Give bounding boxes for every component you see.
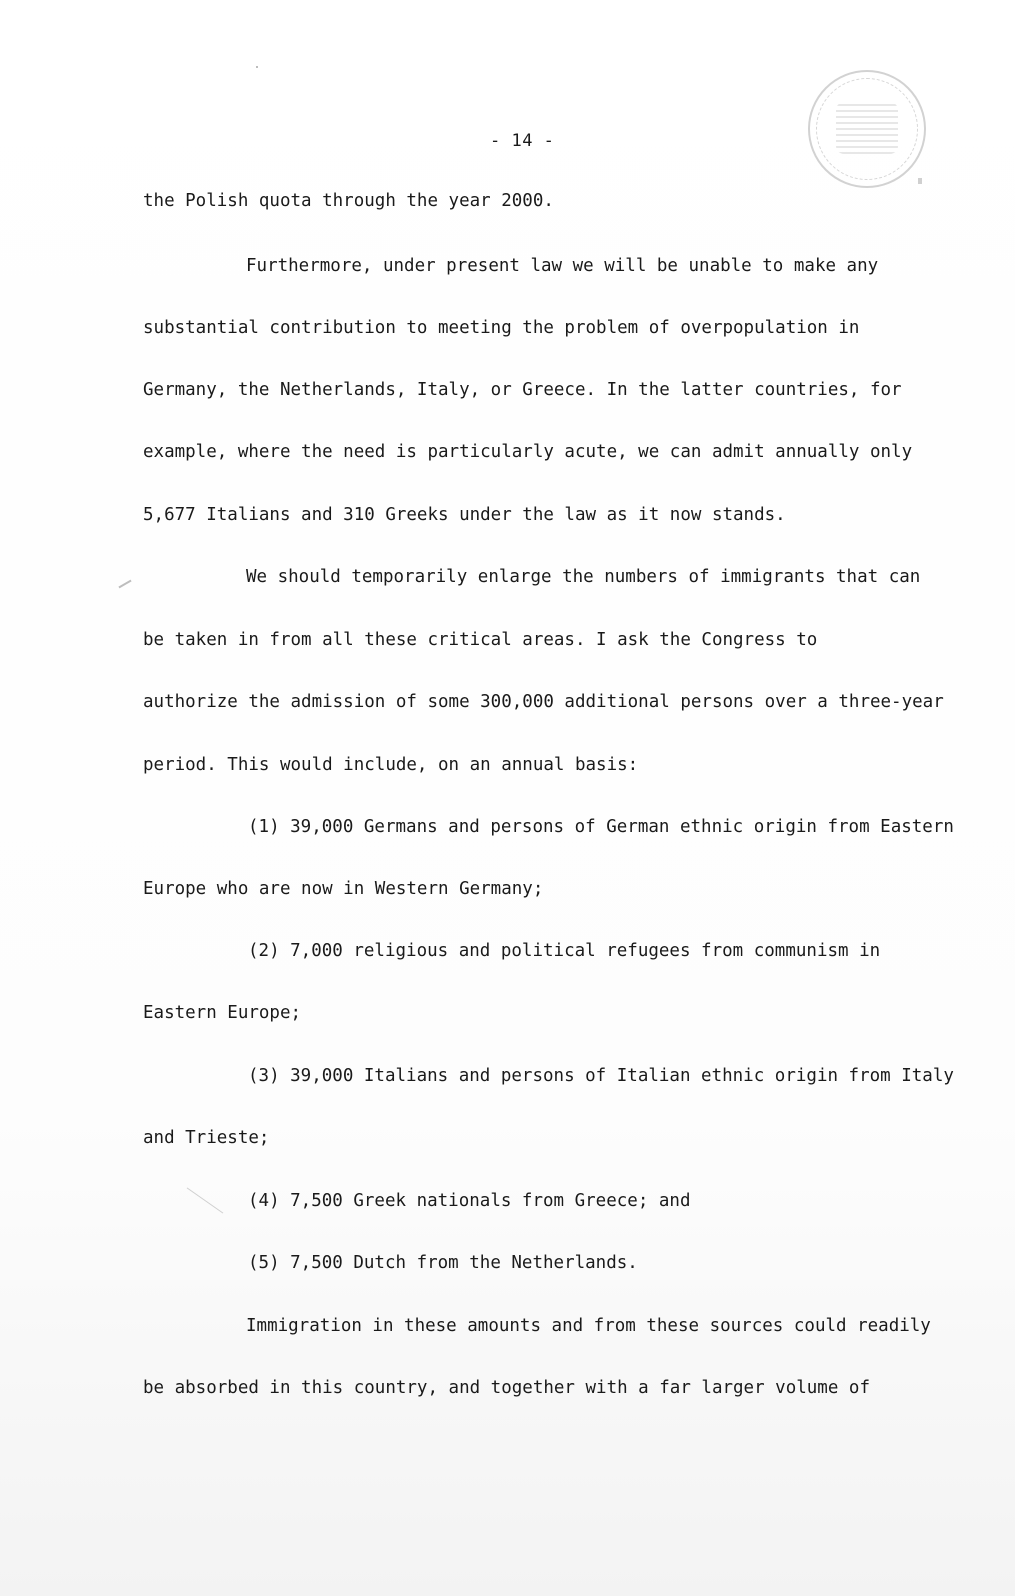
- paragraph-start-line: Furthermore, under present law we will be unable to make any: [246, 256, 879, 276]
- list-item-continuation: Europe who are now in Western Germany;: [143, 879, 544, 899]
- text-line: substantial contribution to meeting the problem of overpopulation in: [143, 318, 860, 338]
- text-line: the Polish quota through the year 2000.: [143, 191, 554, 211]
- text-line: 5,677 Italians and 310 Greeks under the law as it now stands.: [143, 505, 786, 525]
- library-stamp: [808, 70, 926, 188]
- list-item-continuation: Eastern Europe;: [143, 1003, 302, 1023]
- list-item-continuation: and Trieste;: [143, 1128, 270, 1148]
- text-line: be taken in from all these critical areas. I ask the Congress to: [143, 630, 818, 650]
- text-line: be absorbed in this country, and together with a far larger volume of: [143, 1378, 870, 1398]
- text-line: example, where the need is particularly acute, we can admit annually only: [143, 442, 913, 462]
- paper-speck: [918, 178, 922, 184]
- paper-mark: [187, 1187, 224, 1213]
- list-item: (2) 7,000 religious and political refugees from communism in: [248, 941, 881, 961]
- paragraph-start-line: We should temporarily enlarge the numbers of immigrants that can: [246, 567, 921, 587]
- paper-speck: [256, 66, 258, 68]
- text-line: authorize the admission of some 300,000 additional persons over a three-year: [143, 692, 944, 712]
- list-item: (5) 7,500 Dutch from the Netherlands.: [248, 1253, 638, 1273]
- list-item: (1) 39,000 Germans and persons of German ethnic origin from Eastern: [248, 817, 954, 837]
- list-item: (3) 39,000 Italians and persons of Italian ethnic origin from Italy: [248, 1066, 954, 1086]
- text-line: period. This would include, on an annual basis:: [143, 755, 639, 775]
- paper-mark: [118, 580, 131, 589]
- page-number: - 14 -: [490, 131, 555, 151]
- list-item: (4) 7,500 Greek nationals from Greece; and: [248, 1191, 691, 1211]
- text-line: Germany, the Netherlands, Italy, or Greece. In the latter countries, for: [143, 380, 902, 400]
- stamp-text-block: [836, 102, 898, 154]
- paragraph-start-line: Immigration in these amounts and from these sources could readily: [246, 1316, 931, 1336]
